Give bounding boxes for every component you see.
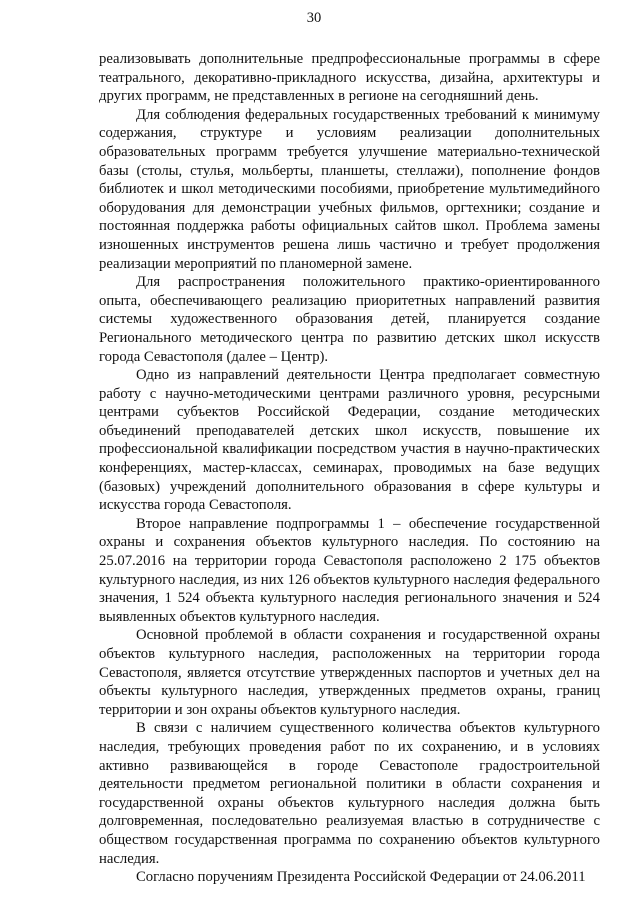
paragraph: Второе направление подпрограммы 1 – обеспечение государственной охраны и сохранения объектов культурного наследия. По состоянию на 25.07.2016 на территории города Севастополя расположено 2 175 объектов культурного наследия, из них 126 объектов культурного наследия федерального значения, 1 524 объекта культурного наследия регионального значения и 524 выявленных объектов культурного наследия. — [99, 515, 600, 625]
body-text — [99, 50, 600, 887]
paragraph: В связи с наличием существенного количества объектов культурного наследия, требующих проведения работ по их сохранению, и в условиях активно развивающейся в городе Севастополе градостроительной деятельности предметом региональной политики в области сохранения и государственной охраны объектов культурного наследия должна быть долговременная, последовательно реализуемая властью в сотрудничестве с обществом государственная программа по сохранению объектов культурного наследия. — [99, 720, 600, 867]
paragraph: Основной проблемой в области сохранения и государственной охраны объектов культурного наследия, расположенных на территории города Севастополя, является отсутствие утвержденных паспортов и учетных дел на объекты культурного наследия, утвержденных предметов охраны, границ территории и зон охраны объектов культурного наследия. — [99, 627, 600, 718]
paragraph: Для распространения положительного практико-ориентированного опыта, обеспечивающего реализацию приоритетных направлений развития системы художественного образования детей, планируется создание Регионального методического центра по развитию детских школ искусств города Севастополя (далее – Центр). — [99, 274, 600, 365]
paragraph: Для соблюдения федеральных государственных требований к минимуму содержания, структуре и условиям реализации дополнительных образовательных программ требуется улучшение материально-технической базы (столы, стулья, мольберты, планшеты, стеллажи), пополнение фондов библиотек и школ методическими пособиями, приобретение мультимедийного оборудования для демонстрации учебных фильмов, оргтехники; создание и постоянная поддержка работы официальных сайтов школ. Проблема замены изношенных инструментов решена лишь частично и требует продолжения реализации мероприятий по планомерной замене. — [99, 106, 600, 272]
page-number: 30 — [306, 10, 322, 26]
paragraph: Одно из направлений деятельности Центра предполагает совместную работу с научно-методическими центрами различного уровня, ресурсными центрами субъектов Российской Федерации, создание методических объединений преподавателей детских школ искусств, повышение их профессиональной квалификации посредством участия в научно-практических конференциях, мастер-классах, семинарах, проводимых на базе ведущих (базовых) учреждений дополнительного образования в сфере культуры и искусства города Севастополя. — [99, 367, 600, 514]
paragraph: Согласно поручениям Президента Российской Федерации от 24.06.2011 — [136, 869, 586, 886]
paragraph: реализовывать дополнительные предпрофессиональные программы в сфере театрального, декоративно-прикладного искусства, дизайна, архитектуры и других программ, не представленных в регионе на сегодняшний день. — [99, 51, 600, 105]
